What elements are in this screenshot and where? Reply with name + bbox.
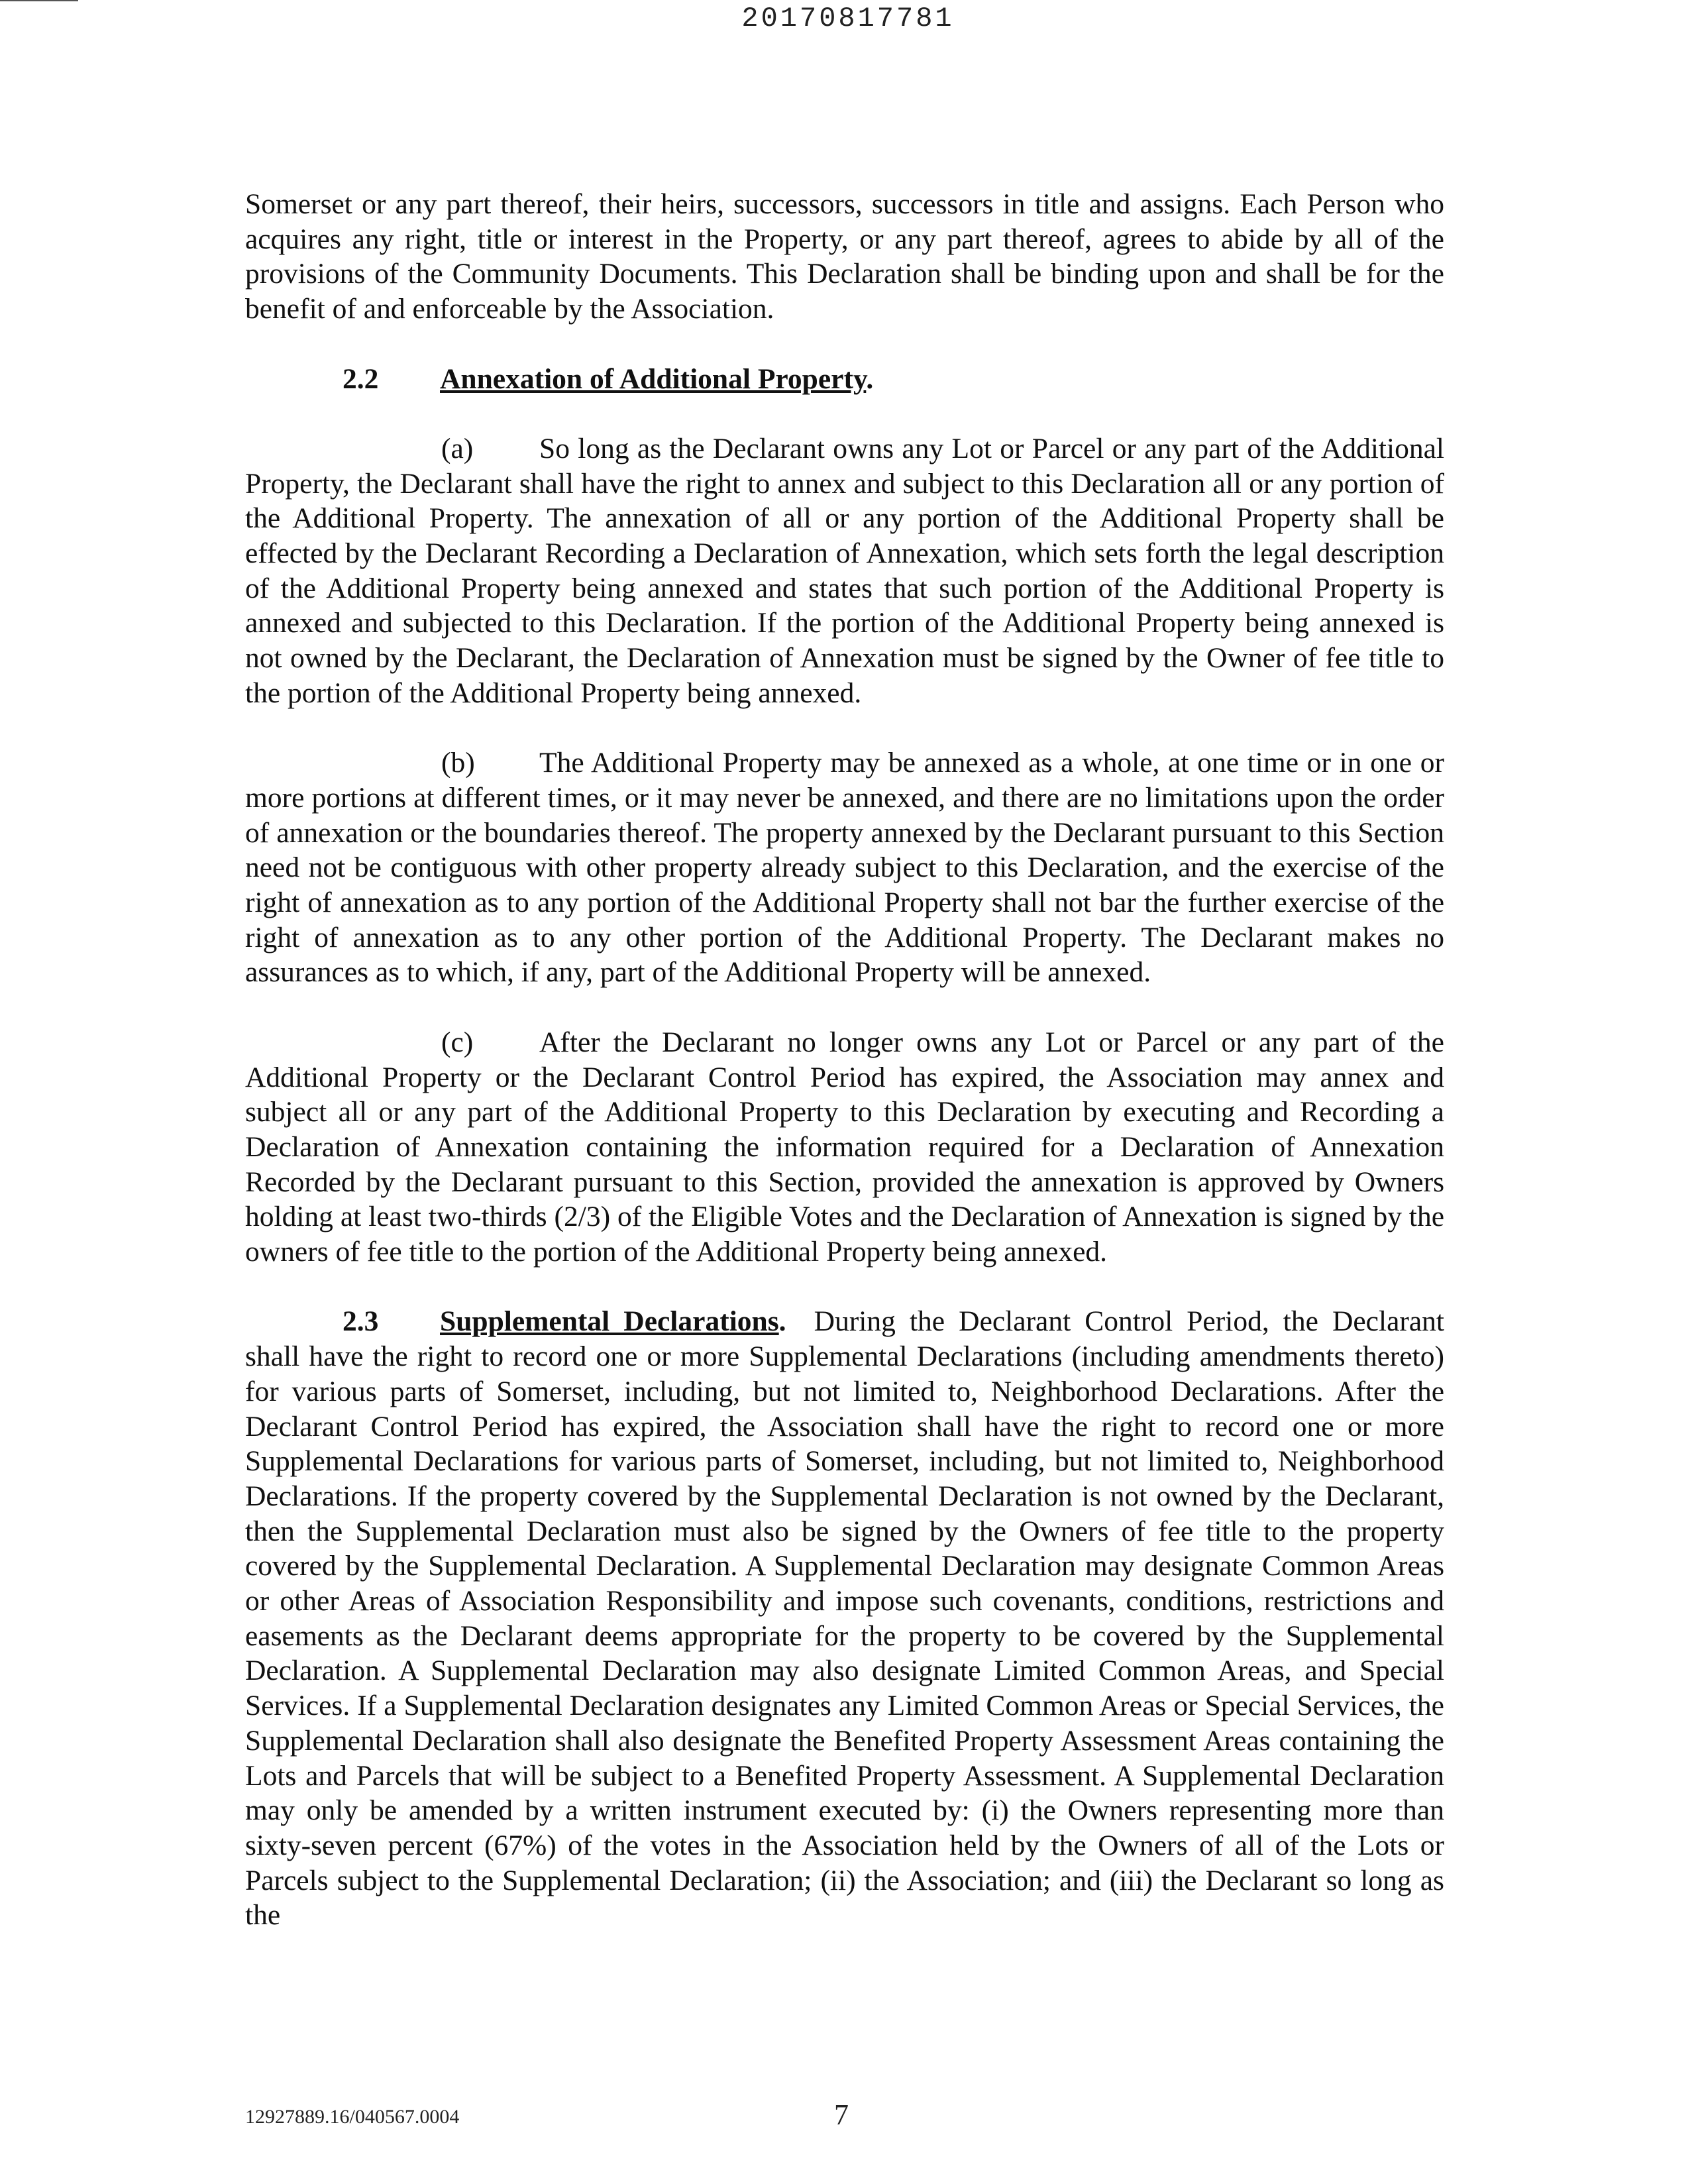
- section-2-3: [245, 1304, 1444, 1933]
- subparagraph-a: [245, 431, 1444, 711]
- document-body: [245, 187, 1444, 1968]
- subparagraph-label: (b): [441, 747, 475, 779]
- subparagraph-text: After the Declarant no longer owns any Lot or Parcel or any part of the Additional Property or the Declarant Control Period has expired, the Association may annex and subject all or any part of the Additional Property to this Declaration by executing and Recording a Declaration of Annexation containing the information required for a Declaration of Annexation Recorded by the Declarant pursuant to this Section, provided the annexation is approved by Owners holding at least two-thirds (2/3) of the Eligible Votes and the Declaration of Annexation is signed by the owners of fee title to the portion of the Additional Property being annexed.: [245, 1026, 1444, 1268]
- paragraph-continuation: Somerset or any part thereof, their heirs, successors, successors in title and assigns. Each Person who acquires any right, title or interest in the Property, or any part thereof, agrees to abide by all of the provisions of the Community Documents. This Declaration shall be binding upon and shall be for the benefit of and enforceable by the Association.: [245, 188, 1444, 325]
- subparagraph-b: [245, 745, 1444, 990]
- subparagraph-text: So long as the Declarant owns any Lot or Parcel or any part of the Additional Property, the Declarant shall have the right to annex and subject to this Declaration all or any portion of the Additional Property. The annexation of all or any portion of the Additional Property shall be effected by the Declarant Recording a Declaration of Annexation, which sets forth the legal description of the Additional Property being annexed and states that such portion of the Additional Property is annexed and subjected to this Declaration. If the portion of the Additional Property being annexed is not owned by the Declarant, the Declaration of Annexation must be signed by the Owner of fee title to the portion of the Additional Property being annexed.: [245, 432, 1444, 709]
- section-number: 2.3: [343, 1305, 379, 1338]
- scan-corner-mark: [0, 0, 78, 1]
- recording-number: 20170817781: [741, 3, 955, 34]
- section-heading-2-2: 2.2 Annexation of Additional Property.: [343, 362, 874, 395]
- section-text: During the Declarant Control Period, the Declarant shall have the right to record one or more Supplemental Declarations (including amendments thereto) for various parts of Somerset, including, but not limited to, Neighborhood Declarations. After the Declarant Control Period has expired, the Association shall have the right to record one or more Supplemental Declarations for various parts of Somerset, including, but not limited to, Neighborhood Declarations. If the property covered by the Supplemental Declaration is not owned by the Declarant, then the Supplemental Declaration must also be signed by the Owners of fee title to the property covered by the Supplemental Declaration. A Supplemental Declaration may designate Common Areas or other Areas of Association Responsibility and impose such covenants, conditions, restrictions and easements as the Declarant deems appropriate for the property to be covered by the Supplemental Declaration. A Supplemental Declaration may also designate Limited Common Areas, and Special Services. If a Supplemental Declaration designates any Limited Common Areas or Special Services, the Supplemental Declaration shall also designate the Benefited Property Assessment Areas containing the Lots and Parcels that will be subject to a Benefited Property Assessment. A Supplemental Declaration may only be amended by a written instrument executed by: (i) the Owners representing more than sixty-seven percent (67%) of the votes in the Association held by the Owners of all of the Lots or Parcels subject to the Supplemental Declaration; (ii) the Association; and (iii) the Declarant so long as the: [245, 1305, 1445, 1932]
- section-title: Annexation of Additional Property: [440, 362, 867, 395]
- subparagraph-label: (a): [441, 432, 474, 464]
- section-title-punct: .: [778, 1305, 786, 1338]
- subparagraph-text: The Additional Property may be annexed as a whole, at one time or in one or more portions at different times, or it may never be annexed, and there are no limitations upon the order of annexation or the boundaries thereof. The property annexed by the Declarant pursuant to this Section need not be contiguous with other property already subject to this Declaration, and the exercise of the right of annexation as to any portion of the Additional Property shall not bar the further exercise of the right of annexation as to any other portion of the Additional Property. The Declarant makes no assurances as to which, if any, part of the Additional Property will be annexed.: [245, 747, 1444, 989]
- section-title: Supplemental Declarations: [440, 1305, 779, 1338]
- footer-document-id: 12927889.16/040567.0004: [245, 2106, 460, 2128]
- subparagraph-c: [245, 1025, 1444, 1270]
- subparagraph-label: (c): [441, 1026, 474, 1058]
- section-title-punct: .: [866, 362, 874, 395]
- page-number: 7: [834, 2099, 849, 2131]
